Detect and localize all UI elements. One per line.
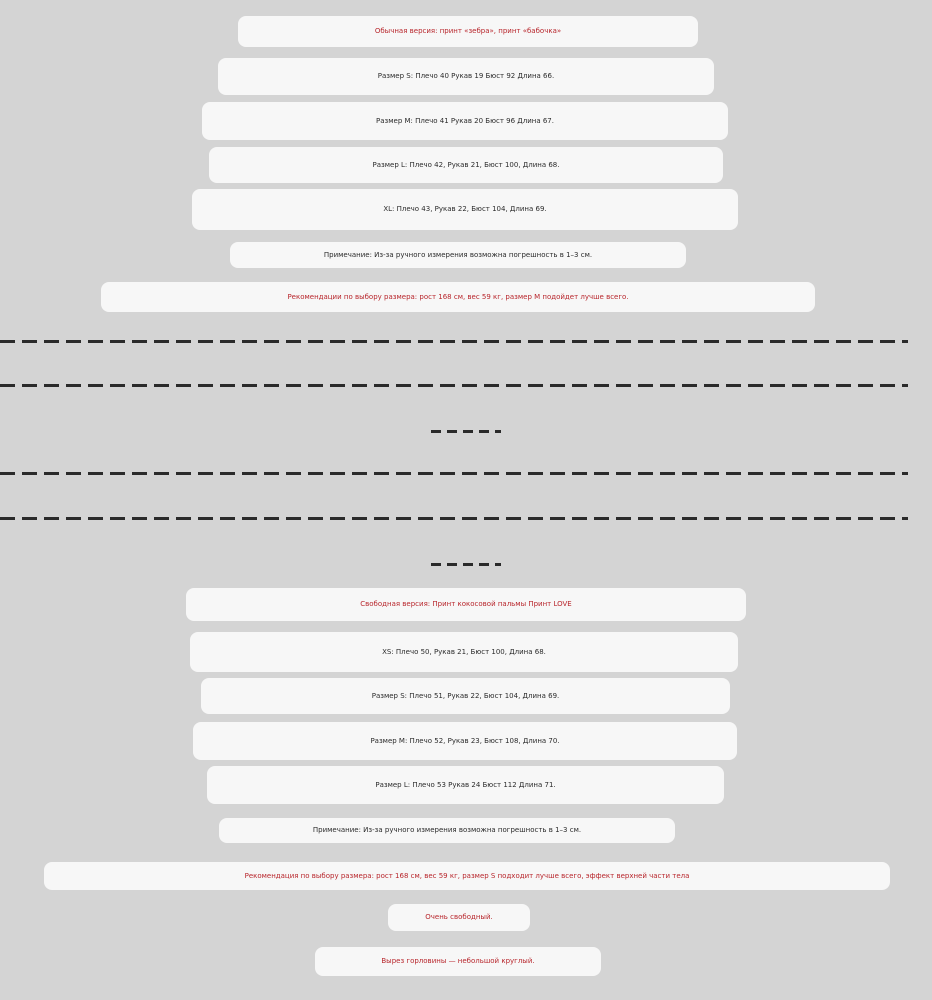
divider-line: [0, 384, 908, 387]
divider-line-short: [431, 563, 501, 566]
neckline-note: Вырез горловины — небольшой круглый.: [315, 947, 601, 976]
divider-line: [0, 340, 908, 343]
loose-measurement-note: Примечание: Из-за ручного измерения возможна погрешность в 1–3 см.: [219, 818, 675, 843]
divider-line: [0, 517, 908, 520]
loose-size-l: Размер L: Плечо 53 Рукав 24 Бюст 112 Длина 71.: [207, 766, 724, 804]
loose-fit-note: Очень свободный.: [388, 904, 530, 931]
loose-size-xs: XS: Плечо 50, Рукав 21, Бюст 100, Длина 68.: [190, 632, 738, 672]
loose-size-recommendation: Рекомендация по выбору размера: рост 168 см, вес 59 кг, размер S подходит лучше всего, эффект верхней части тела: [44, 862, 890, 890]
regular-size-recommendation: Рекомендации по выбору размера: рост 168 см, вес 59 кг, размер M подойдет лучше всего.: [101, 282, 815, 312]
regular-size-m: Размер M: Плечо 41 Рукав 20 Бюст 96 Длина 67.: [202, 102, 728, 140]
loose-size-s: Размер S: Плечо 51, Рукав 22, Бюст 104, Длина 69.: [201, 678, 730, 714]
regular-size-s: Размер S: Плечо 40 Рукав 19 Бюст 92 Длина 66.: [218, 58, 714, 95]
regular-measurement-note: Примечание: Из-за ручного измерения возможна погрешность в 1–3 см.: [230, 242, 686, 268]
divider-line: [0, 472, 908, 475]
regular-size-xl: XL: Плечо 43, Рукав 22, Бюст 104, Длина 69.: [192, 189, 738, 230]
loose-version-heading: Свободная версия: Принт кокосовой пальмы Принт LOVE: [186, 588, 746, 621]
regular-size-l: Размер L: Плечо 42, Рукав 21, Бюст 100, Длина 68.: [209, 147, 723, 183]
loose-size-m: Размер M: Плечо 52, Рукав 23, Бюст 108, Длина 70.: [193, 722, 737, 760]
divider-line-short: [431, 430, 501, 433]
regular-version-heading: Обычная версия: принт «зебра», принт «бабочка»: [238, 16, 698, 47]
